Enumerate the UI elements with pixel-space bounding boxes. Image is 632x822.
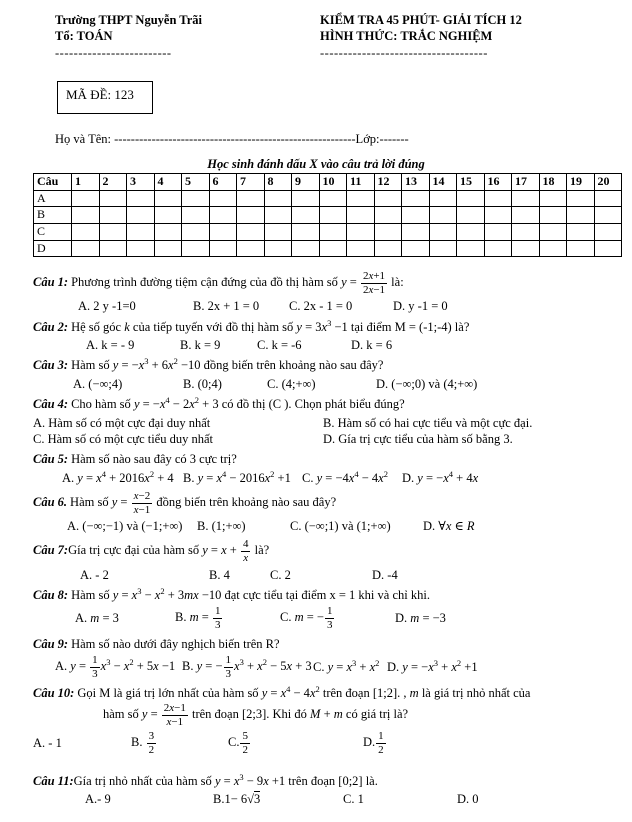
option-b: B. 2x + 1 = 0 bbox=[193, 299, 260, 314]
answer-cell bbox=[319, 190, 347, 207]
answer-cell bbox=[127, 207, 155, 224]
col-header: 16 bbox=[484, 174, 512, 191]
question-label: Câu 8: bbox=[33, 587, 69, 602]
option-b: B. $\frac{3}{2}$ bbox=[131, 730, 155, 756]
answer-cell bbox=[374, 223, 402, 240]
answer-cell bbox=[347, 207, 375, 224]
option-d: D. Gía trị cực tiểu của hàm số bằng 3. bbox=[323, 431, 513, 446]
answer-cell bbox=[347, 223, 375, 240]
answer-cell bbox=[457, 223, 485, 240]
corner-label: Câu bbox=[34, 174, 72, 191]
answer-cell bbox=[72, 240, 100, 257]
option-c: C. $\frac{5}{2}$ bbox=[228, 730, 248, 756]
col-header: 5 bbox=[182, 174, 210, 191]
answer-cell bbox=[319, 207, 347, 224]
question-10 bbox=[33, 685, 612, 757]
answer-cell bbox=[237, 240, 265, 257]
answer-cell bbox=[154, 207, 182, 224]
question-text: Hàm số nào dưới đây nghịch biến trên R? bbox=[71, 636, 280, 651]
option-b: B. (1;+∞) bbox=[197, 519, 246, 534]
option-b: B. k = 9 bbox=[180, 338, 221, 353]
option-a: A. - 1 bbox=[33, 736, 62, 751]
exam-format: HÌNH THỨC: TRẮC NGHIỆM bbox=[320, 29, 493, 44]
question-text: Hàm số y = $\frac{x-2}{x-1}$ đồng biến trên khoảng nào sau đây? bbox=[70, 489, 337, 516]
answer-cell bbox=[292, 240, 320, 257]
question-label: Câu 10: bbox=[33, 685, 75, 700]
answer-cell bbox=[127, 190, 155, 207]
answer-cell bbox=[594, 190, 622, 207]
option-a: A. y = $\frac{1}{3}$ $x^3 - x^2 + 5x -1$ bbox=[55, 654, 176, 680]
answer-cell bbox=[209, 223, 237, 240]
option-d: D. y -1 = 0 bbox=[393, 299, 448, 314]
answer-cell bbox=[182, 190, 210, 207]
answer-cell bbox=[182, 207, 210, 224]
student-name-line: Họ và Tên: ----------------------------------------------------------Lớp:------- bbox=[55, 131, 409, 146]
question-text: Gía trị cực đại của hàm số y = x + $\frac{4}{x}$ là? bbox=[68, 538, 270, 565]
question-5 bbox=[33, 451, 612, 486]
answer-cell bbox=[402, 240, 430, 257]
answer-grid-header-row bbox=[34, 174, 622, 191]
question-text: Hàm số $y = -x^3 + 6x^2 -10$ đồng biến trên khoảng nào sau đây? bbox=[71, 356, 384, 373]
answer-cell bbox=[429, 240, 457, 257]
answer-cell bbox=[567, 207, 595, 224]
question-text: Hàm số nào sau đây có 3 cực trị? bbox=[71, 452, 237, 467]
question-9 bbox=[33, 636, 612, 681]
option-b: B.1− 6√3 bbox=[213, 792, 261, 807]
option-b: B. (0;4) bbox=[183, 376, 222, 391]
answer-cell bbox=[264, 240, 292, 257]
answer-cell bbox=[539, 207, 567, 224]
option-a: A. Hàm số có một cực đại duy nhất bbox=[33, 415, 211, 430]
col-header: 6 bbox=[209, 174, 237, 191]
question-label: Câu 3: bbox=[33, 358, 69, 373]
col-header: 9 bbox=[292, 174, 320, 191]
row-label: A bbox=[34, 190, 72, 207]
answer-cell bbox=[209, 207, 237, 224]
answer-cell bbox=[292, 223, 320, 240]
question-label: Câu 2: bbox=[33, 319, 69, 334]
answer-cell bbox=[374, 207, 402, 224]
header bbox=[0, 0, 632, 61]
answer-cell bbox=[264, 223, 292, 240]
col-header: 20 bbox=[594, 174, 622, 191]
answer-cell bbox=[429, 190, 457, 207]
answer-cell bbox=[594, 207, 622, 224]
option-c: C. (−∞;1) và (1;+∞) bbox=[290, 519, 391, 534]
answer-cell bbox=[72, 207, 100, 224]
question-text: Hệ số góc k của tiếp tuyến với đồ thị hàm số $y = 3x^3 -1$ tại điểm M = (-1;-4) là? bbox=[71, 317, 470, 334]
option-d: D. k = 6 bbox=[351, 338, 393, 353]
answer-cell bbox=[347, 240, 375, 257]
col-header: 1 bbox=[72, 174, 100, 191]
question-text: Gía trị nhỏ nhất của hàm số $y = x^3 - 9x +1$ trên đoạn [0;2] là. bbox=[73, 771, 378, 788]
option-a: A. (−∞;−1) và (−1;+∞) bbox=[67, 519, 183, 534]
option-b: B. 4 bbox=[209, 567, 230, 582]
option-c: C. Hàm số có một cực tiểu duy nhất bbox=[33, 431, 214, 446]
answer-cell bbox=[457, 190, 485, 207]
col-header: 7 bbox=[237, 174, 265, 191]
answer-cell bbox=[484, 207, 512, 224]
row-label: D bbox=[34, 240, 72, 257]
answer-cell bbox=[154, 190, 182, 207]
answer-row-b bbox=[34, 207, 622, 224]
answer-cell bbox=[402, 207, 430, 224]
answer-cell bbox=[402, 190, 430, 207]
answer-cell bbox=[182, 240, 210, 257]
col-header: 11 bbox=[347, 174, 375, 191]
question-label: Câu 4: bbox=[33, 397, 69, 412]
option-a: A. - 2 bbox=[80, 567, 109, 582]
col-header: 15 bbox=[457, 174, 485, 191]
question-text: Gọi M là giá trị lớn nhất của hàm số $y = x^4 - 4x^2$ trên đoạn [1;2]. , m là giá trị nhỏ nhất của bbox=[77, 683, 531, 700]
answer-row-d bbox=[34, 240, 622, 257]
answer-cell bbox=[99, 240, 127, 257]
row-label: B bbox=[34, 207, 72, 224]
question-label: Câu 5: bbox=[33, 452, 69, 467]
questions-section bbox=[0, 270, 632, 807]
col-header: 18 bbox=[539, 174, 567, 191]
option-a: A. m = 3 bbox=[75, 611, 119, 626]
answer-cell bbox=[154, 223, 182, 240]
department: Tổ: TOÁN bbox=[55, 29, 113, 44]
answer-cell bbox=[319, 223, 347, 240]
answer-cell bbox=[292, 207, 320, 224]
col-header: 10 bbox=[319, 174, 347, 191]
option-b: B. m = $\frac{1}{3}$ bbox=[175, 605, 221, 632]
option-c: C. $y = -4x^4 - 4x^2$ bbox=[302, 468, 388, 485]
answer-cell bbox=[374, 240, 402, 257]
answer-cell bbox=[127, 223, 155, 240]
answer-row-a bbox=[34, 190, 622, 207]
option-d: D. $y = -x^3 + x^2 +1$ bbox=[387, 658, 478, 675]
header-right bbox=[320, 12, 522, 61]
answer-cell bbox=[539, 240, 567, 257]
answer-cell bbox=[594, 240, 622, 257]
header-left bbox=[55, 12, 320, 61]
answer-cell bbox=[512, 223, 540, 240]
option-d: D. (−∞;0) và (4;+∞) bbox=[376, 376, 478, 391]
option-c: C. 2x - 1 = 0 bbox=[289, 299, 353, 314]
option-c: C. $y = x^3 + x^2$ bbox=[313, 658, 380, 675]
answer-cell bbox=[567, 223, 595, 240]
answer-cell bbox=[402, 223, 430, 240]
question-label: Câu 1: bbox=[33, 275, 69, 290]
answer-cell bbox=[429, 207, 457, 224]
answer-cell bbox=[99, 223, 127, 240]
question-4 bbox=[33, 396, 612, 447]
answer-cell bbox=[209, 190, 237, 207]
answer-cell bbox=[457, 207, 485, 224]
answer-cell bbox=[72, 223, 100, 240]
option-a: A. 2 y -1=0 bbox=[78, 299, 136, 314]
option-b: B. y = − $\frac{1}{3}$ $x^3 + x^2 - 5x + 3$ bbox=[182, 654, 312, 680]
answer-row-c bbox=[34, 223, 622, 240]
question-11 bbox=[33, 773, 612, 808]
option-c: C. k = -6 bbox=[257, 338, 302, 353]
option-c: C. 1 bbox=[343, 792, 364, 807]
option-d: D. $\frac{1}{2}$ bbox=[363, 730, 384, 756]
option-d: D. 0 bbox=[457, 792, 479, 807]
question-text: Hàm số $y = x^3 - x^2 + 3mx -10$ đạt cực tiểu tại điểm x = 1 khi và chỉ khi. bbox=[71, 585, 430, 602]
exam-title: KIỂM TRA 45 PHÚT- GIẢI TÍCH 12 bbox=[320, 13, 522, 27]
answer-cell bbox=[99, 207, 127, 224]
option-c: C. (4;+∞) bbox=[267, 376, 316, 391]
col-header: 17 bbox=[512, 174, 540, 191]
answer-cell bbox=[429, 223, 457, 240]
question-1 bbox=[33, 270, 612, 315]
answer-cell bbox=[539, 190, 567, 207]
option-b: B. $y = x^4 - 2016x^2 +1$ bbox=[183, 468, 291, 485]
answer-cell bbox=[594, 223, 622, 240]
question-3 bbox=[33, 357, 612, 392]
answer-cell bbox=[209, 240, 237, 257]
col-header: 8 bbox=[264, 174, 292, 191]
question-label: Câu 7: bbox=[33, 543, 69, 558]
row-label: C bbox=[34, 223, 72, 240]
option-a: A. k = - 9 bbox=[86, 338, 135, 353]
answer-cell bbox=[457, 240, 485, 257]
answer-cell bbox=[99, 190, 127, 207]
answer-cell bbox=[484, 240, 512, 257]
question-text: Cho hàm số $y = -x^4 - 2x^2 + 3$ có đồ thị (C ). Chọn phát biểu đúng? bbox=[71, 394, 405, 412]
option-b: B. Hàm số có hai cực tiểu và một cực đại. bbox=[323, 415, 533, 430]
answer-cell bbox=[512, 240, 540, 257]
col-header: 4 bbox=[154, 174, 182, 191]
question-text-line2: hàm số y = $\frac{2x-1}{x-1}$ trên đoạn [2;3]. Khi đó M + m có giá trị là? bbox=[103, 702, 409, 728]
col-header: 12 bbox=[374, 174, 402, 191]
col-header: 13 bbox=[402, 174, 430, 191]
answer-cell bbox=[237, 207, 265, 224]
question-7 bbox=[33, 538, 612, 583]
question-text: Phương trình đường tiệm cận đứng của đồ thị hàm số y = $\frac{2x+1}{2x-1}$ là: bbox=[71, 270, 404, 296]
question-label: Câu 6. bbox=[33, 494, 68, 509]
answer-cell bbox=[484, 223, 512, 240]
option-a: A. $y = x^4 + 2016x^2 + 4$ bbox=[62, 468, 174, 485]
answer-cell bbox=[347, 190, 375, 207]
question-label: Câu 9: bbox=[33, 636, 69, 651]
option-c: C. 2 bbox=[270, 567, 291, 582]
answer-cell bbox=[567, 240, 595, 257]
answer-cell bbox=[539, 223, 567, 240]
question-6 bbox=[33, 490, 612, 535]
col-header: 19 bbox=[567, 174, 595, 191]
answer-cell bbox=[374, 190, 402, 207]
col-header: 3 bbox=[127, 174, 155, 191]
answer-cell bbox=[512, 190, 540, 207]
question-label: Câu 11: bbox=[33, 773, 74, 788]
answer-cell bbox=[292, 190, 320, 207]
option-d: D. m = −3 bbox=[395, 611, 446, 626]
option-c: C. m = − $\frac{1}{3}$ bbox=[280, 605, 333, 632]
option-d: D. ∀x ∈ R bbox=[423, 519, 475, 534]
col-header: 14 bbox=[429, 174, 457, 191]
option-d: D. -4 bbox=[372, 567, 398, 582]
answer-cell bbox=[72, 190, 100, 207]
answer-cell bbox=[154, 240, 182, 257]
answer-cell bbox=[237, 190, 265, 207]
question-8 bbox=[33, 587, 612, 632]
exam-code-box: MÃ ĐỀ: 123 bbox=[57, 81, 153, 114]
answer-cell bbox=[319, 240, 347, 257]
answer-sheet-instruction: Học sinh đánh dấu X vào câu trả lời đúng bbox=[207, 156, 425, 171]
school-name: Trường THPT Nguyễn Trãi bbox=[55, 13, 202, 27]
left-divider-dashes: ------------------------- bbox=[55, 45, 172, 60]
option-a: A. (−∞;4) bbox=[73, 376, 123, 391]
answer-cell bbox=[264, 207, 292, 224]
option-d: D. $y = -x^4 + 4x$ bbox=[402, 468, 479, 485]
option-a: A.- 9 bbox=[85, 792, 111, 807]
question-2 bbox=[33, 319, 612, 354]
col-header: 2 bbox=[99, 174, 127, 191]
answer-grid-table bbox=[33, 173, 622, 257]
answer-cell bbox=[237, 223, 265, 240]
answer-cell bbox=[567, 190, 595, 207]
answer-cell bbox=[512, 207, 540, 224]
right-divider-dashes: ------------------------------------ bbox=[320, 45, 488, 60]
answer-cell bbox=[484, 190, 512, 207]
answer-cell bbox=[264, 190, 292, 207]
answer-cell bbox=[127, 240, 155, 257]
answer-cell bbox=[182, 223, 210, 240]
